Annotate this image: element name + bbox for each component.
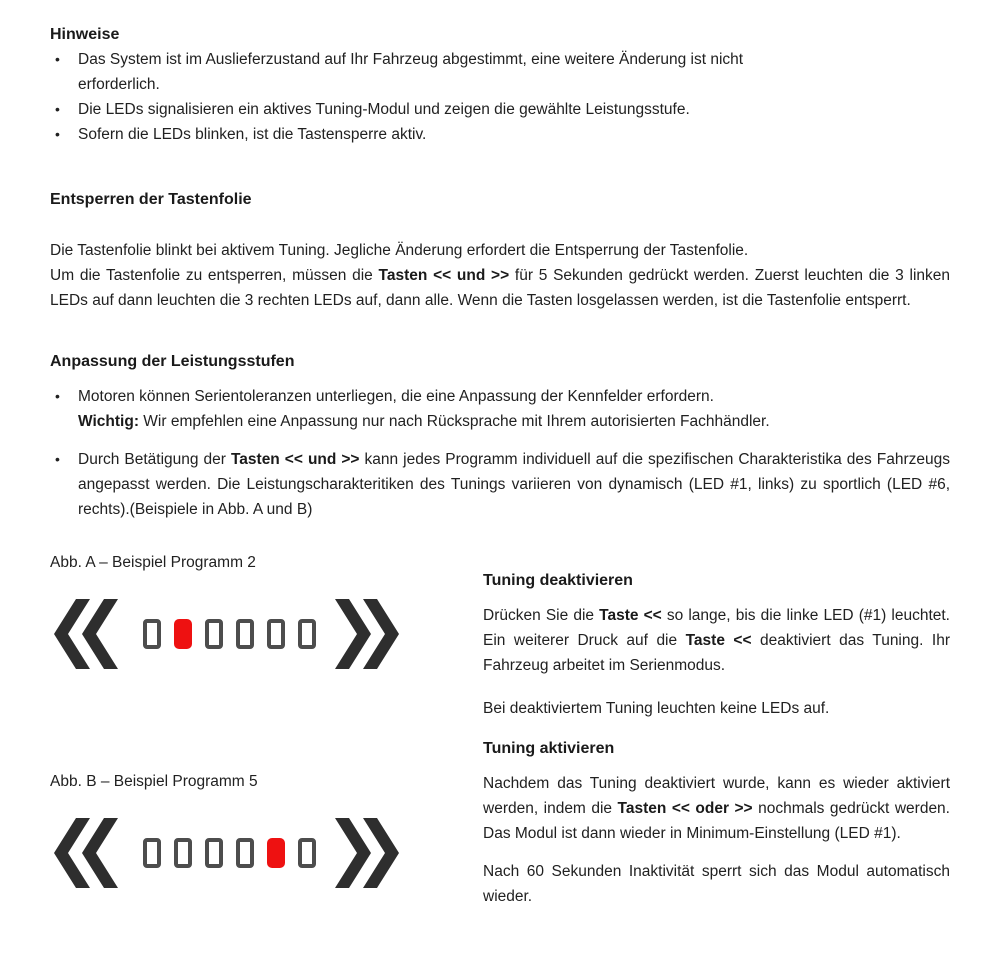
figure-b-label: Abb. B – Beispiel Programm 5 xyxy=(50,773,258,790)
led-indicator xyxy=(236,838,254,868)
figures-column xyxy=(50,550,483,909)
led-indicator xyxy=(298,619,316,649)
led-indicator xyxy=(298,838,316,868)
bold-text-run: Taste << xyxy=(685,632,752,649)
text-run: Nach 60 Sekunden Inaktivität sperrt sich das Modul automatisch wieder. xyxy=(483,863,950,905)
led-strip xyxy=(143,619,316,649)
bold-text-run: Tasten << oder >> xyxy=(617,800,753,817)
text-run: so lange, bis die linke LED (#1) leuchtet. Ein weiterer Druck auf die xyxy=(483,607,950,649)
text-run: Die LEDs signalisieren ein aktives Tuning-Modul und zeigen die gewählte Leistungsstufe. xyxy=(78,101,690,118)
bullet-marker: • xyxy=(55,451,60,467)
led-indicator xyxy=(267,619,285,649)
text-run: Das System ist im Auslieferzustand auf Ihr Fahrzeug abgestimmt, eine weitere Änderung ist nicht xyxy=(78,51,744,68)
led-indicator xyxy=(174,838,192,868)
bold-text-run: Taste << xyxy=(599,607,662,624)
anpassung-title: Anpassung der Leistungsstufen xyxy=(50,353,295,370)
bullet-text xyxy=(78,384,950,434)
text-run: Wir empfehlen eine Anpassung nur nach Rücksprache mit Ihrem autorisierten Fachhändler. xyxy=(139,413,770,430)
bullet-item xyxy=(50,97,950,122)
text-run: kann jedes Programm individuell auf die spezifischen Charakteristika des Fahrzeugs angepasst werden. Die Leistungscharakteritiken des Tunings variieren von dynamisch (LED #1, links) zu sportlich (LED #6, rechts).(Beispiele in Abb. A und B) xyxy=(78,451,950,518)
text-run: nochmals gedrückt werden. Das Modul ist dann wieder in Minimum-Einstellung (LED #1). xyxy=(483,800,950,842)
bullet-text xyxy=(78,122,950,147)
text-run: Sofern die LEDs blinken, ist die Tastensperre aktiv. xyxy=(78,126,427,143)
bold-text-run: Tasten << und >> xyxy=(378,267,510,284)
chevron-left-icon xyxy=(54,599,118,669)
bullet-item xyxy=(50,384,950,434)
bullet-marker: • xyxy=(55,51,60,67)
led-indicator-active xyxy=(174,619,192,649)
entsperren-paragraph-2 xyxy=(50,263,950,313)
entsperren-title: Entsperren der Tastenfolie xyxy=(50,191,252,208)
bold-text-run: Wichtig: xyxy=(78,413,139,430)
text-run: Um die Tastenfolie zu entsperren, müssen die xyxy=(50,267,379,284)
tuning-deaktivieren-paragraph-1 xyxy=(483,603,950,678)
bullet-item xyxy=(50,447,950,522)
led-indicator xyxy=(236,619,254,649)
bullet-marker: • xyxy=(55,126,60,142)
text-run: Drücken Sie die xyxy=(483,607,600,624)
bullet-text xyxy=(78,97,950,122)
entsperren-paragraph-1 xyxy=(50,238,950,263)
led-indicator xyxy=(205,619,223,649)
text-run: deaktiviert das Tuning. Ihr Fahrzeug arbeitet im Serienmodus. xyxy=(483,632,950,674)
led-indicator-active xyxy=(267,838,285,868)
led-strip xyxy=(143,838,316,868)
chevron-left-icon xyxy=(54,818,118,888)
tuning-deaktivieren-paragraph-2 xyxy=(483,696,950,721)
bullet-item xyxy=(50,47,950,97)
figures-and-tuning-section xyxy=(50,550,950,909)
tuning-deaktivieren-title: Tuning deaktivieren xyxy=(483,572,633,589)
hinweise-title: Hinweise xyxy=(50,26,120,43)
chevron-right-icon xyxy=(335,599,399,669)
tuning-column xyxy=(483,550,950,909)
tuning-aktivieren-paragraph-1 xyxy=(483,771,950,846)
bullet-item xyxy=(50,122,950,147)
tuning-aktivieren-paragraph-2 xyxy=(483,859,950,909)
bullet-marker: • xyxy=(55,101,60,117)
bold-text-run: Tasten << und >> xyxy=(230,451,360,468)
text-run: Die Tastenfolie blinkt bei aktivem Tuning. Jegliche Änderung erfordert die Entsperrung der Tastenfolie. xyxy=(50,242,749,259)
text-run: Motoren können Serientoleranzen unterliegen, die eine Anpassung der Kennfelder erfordern. xyxy=(78,388,714,405)
led-indicator xyxy=(143,619,161,649)
bullet-marker: • xyxy=(55,388,60,404)
text-run: Durch Betätigung der xyxy=(78,451,231,468)
tuning-aktivieren-title: Tuning aktivieren xyxy=(483,740,615,757)
text-run: für 5 Sekunden gedrückt werden. Zuerst leuchten die 3 linken LEDs auf dann leuchten die 3 rechten LEDs auf, dann alle. Wenn die Tasten losgelassen werden, ist die Tastenfolie entsperrt. xyxy=(50,267,950,309)
led-indicator xyxy=(205,838,223,868)
figure-b xyxy=(54,818,483,888)
figure-a-label: Abb. A – Beispiel Programm 2 xyxy=(50,554,256,571)
led-indicator xyxy=(143,838,161,868)
bullet-text xyxy=(78,47,950,97)
text-run: Nachdem das Tuning deaktiviert wurde, kann es wieder aktiviert werden, indem die xyxy=(483,775,950,817)
figure-a xyxy=(54,599,483,669)
text-run: erforderlich. xyxy=(78,76,160,93)
text-run: Bei deaktiviertem Tuning leuchten keine LEDs auf. xyxy=(483,700,830,717)
bullet-text xyxy=(78,447,950,522)
chevron-right-icon xyxy=(335,818,399,888)
hinweise-bullet-list xyxy=(50,47,950,147)
